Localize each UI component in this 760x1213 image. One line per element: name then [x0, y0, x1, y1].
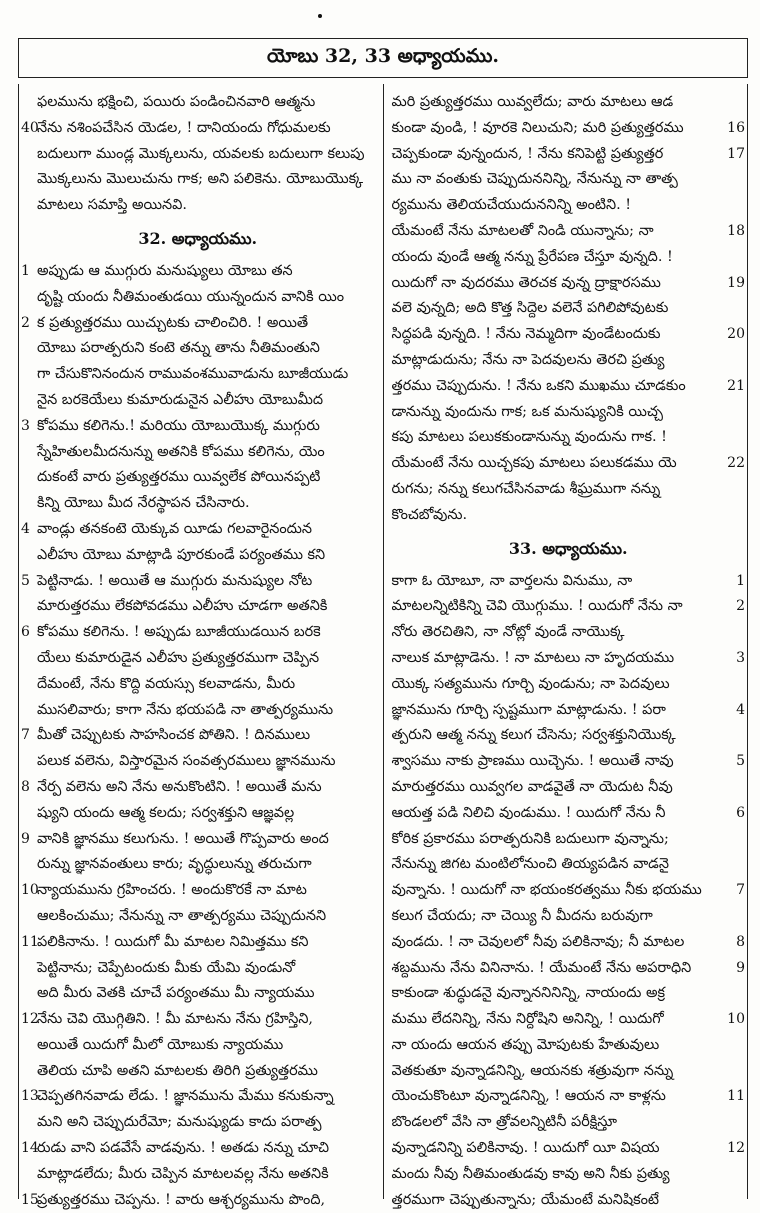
text-line [21, 956, 375, 982]
verse-text: యోబు పరాత్పరుని కంటె తన్ను తాను నీతిమంతుని [37, 340, 320, 357]
verse-number: 1 [736, 572, 745, 589]
text-line [392, 827, 746, 853]
text-line [21, 1110, 375, 1136]
page-mark [318, 14, 322, 18]
verse-text: త్తరము చెప్పుదును. ! నేను ఒకని ముఖము చూడకుం [391, 377, 686, 394]
verse-text: కొంచబోవును. [391, 506, 468, 523]
text-line [21, 142, 375, 168]
verse-text: ఆలకించుము; నేనున్ను నా తాత్పర్యము చెప్పుదునని [37, 907, 327, 924]
text-line [21, 904, 375, 930]
text-line [392, 1007, 746, 1033]
text-line [21, 517, 375, 543]
text-line [392, 116, 746, 142]
verse-number: 9 [736, 959, 745, 976]
text-line [21, 801, 375, 827]
text-line [21, 336, 375, 362]
verse-text: యిదుగో నా వుదరము తెరచక వున్న ద్రాక్షారసము [391, 274, 661, 291]
text-line [392, 698, 746, 724]
text-line [21, 698, 375, 724]
verse-text: దేమంటే, నేను కొద్ది వయస్సు కలవాడను, మీరు [37, 675, 296, 692]
text-line [21, 594, 375, 620]
text-line [21, 414, 375, 440]
text-line [392, 1110, 746, 1136]
text-line [21, 465, 375, 491]
verse-text: వలె వున్నది; అది కొత్త సిద్దెల వలెనే పగిలిపోవుటకు [391, 300, 669, 317]
text-line [392, 981, 746, 1007]
verse-text: బదులుగా ముండ్ల మొక్కలును, యవలకు బదులుగా కలుపు [37, 145, 365, 162]
verse-number: 4 [21, 520, 30, 537]
text-line [21, 981, 375, 1007]
text-line [392, 723, 746, 749]
text-line [392, 1033, 746, 1059]
verse-number: 40 [21, 119, 39, 136]
verse-number: 7 [21, 727, 30, 744]
verse-text: మని అని చెప్పుదురేమో; మనుష్యుడు కాదు పరాత్ప [37, 1114, 322, 1131]
verse-number: 12 [727, 1140, 745, 1157]
verse-text: నేను చెవి యొగ్గితిని. ! మీ మాటను నేను గ్రహిస్తిని, [37, 1011, 313, 1028]
verse-number: 9 [21, 830, 30, 847]
chapter-heading: 33. అధ్యాయము. [508, 538, 628, 558]
verse-text: జ్ఞానమును గూర్చి స్పష్టముగా మాట్లాడును. ! పరా [391, 701, 666, 718]
text-line [21, 543, 375, 569]
text-line [392, 400, 746, 426]
text-line [21, 569, 375, 595]
text-line [392, 193, 746, 219]
text-line [392, 271, 746, 297]
verse-text: పెట్టినాను; చెప్పేటందుకు మీకు యేమి వుండునో [37, 959, 296, 976]
verse-text: స్నేహితులమీదనున్ను అతనికి కోపము కలిగెను, యెం [37, 443, 325, 460]
text-line [21, 362, 375, 388]
text-line [21, 672, 375, 698]
verse-text: నోరు తెరచితిని, నా నోట్లో వుండే నాయొక్క [391, 624, 625, 641]
verse-text: మారుత్తరము యివ్వగల వాడవైతే నా యెదుట నీవు [391, 778, 673, 795]
verse-text: చెప్పకుండా వున్నందున, ! నేను కనిపెట్టి ప్రత్యుత్తర [391, 145, 664, 162]
verse-text: క ప్రత్యుత్తరము యిచ్చుటకు చాలించిరి. ! అయితే [37, 314, 309, 331]
verse-text: ముసలివారు; కాగా నేను భయపడి నా తాత్పర్యమును [37, 701, 334, 718]
text-line [392, 1084, 746, 1110]
verse-text: శ్వాసము నాకు ప్రాణము యిచ్చెను. ! అయితే నావు [391, 753, 674, 770]
verse-text: వున్నాను. ! యిదుగో నా భయంకరత్వము నీకు భయము [391, 882, 702, 899]
verse-text: దృష్టి యందు నీతిమంతుడయి యున్నందున వానికి యిం [37, 288, 345, 305]
verse-text: కాగా ఓ యోబూ, నా వార్తలను వినుము, నా [391, 572, 633, 589]
text-line [21, 620, 375, 646]
verse-text: రుగను; నన్ను కలుగచేసినవాడు శీఘ్రముగా నన్ను [391, 480, 661, 497]
verse-number: 1 [21, 262, 30, 279]
text-line [392, 878, 746, 904]
verse-number: 3 [736, 649, 745, 666]
verse-text: యందు వుండే ఆత్మ నన్ను ప్రేరేపణ చేస్తూ వున్నది. ! [391, 248, 673, 265]
text-line [392, 219, 746, 245]
verse-text: త్పరుని ఆత్మ నన్ను కలుగ చేసెను; సర్వశక్తునియొక్క [391, 727, 676, 744]
text-line [392, 594, 746, 620]
verse-text: యెంచుకొంటూ వున్నాడనిన్ని, ! ఆయన నా కాళ్లను [391, 1088, 666, 1105]
verse-text: త్తరముగా చెప్పుతున్నాను; యేమంటే మనిషికంటే [391, 1191, 660, 1208]
verse-text: దుకంటే వారు ప్రత్యుత్తరము యివ్వలేక పోయినప్పటి [37, 469, 321, 486]
verse-text: యేమంటే నేను యిచ్చకపు మాటలు పలుకడము యె [391, 455, 677, 472]
verse-number: 6 [21, 624, 30, 641]
right-column [384, 84, 748, 1208]
text-line [392, 1162, 746, 1188]
text-line [21, 193, 375, 219]
verse-text: మాటలన్నిటికిన్ని చెవి యొగ్గుము. ! యిదుగో నేను నా [391, 598, 683, 615]
text-line [392, 672, 746, 698]
verse-text: గా చేసుకొనినందున రామువంశమువాడును బూజీయుడు [37, 366, 349, 383]
text-line [392, 1188, 746, 1213]
verse-text: పెట్టినాడు. ! అయితే ఆ ముగ్గురు మనుష్యుల నోట [37, 572, 313, 589]
verse-text: పలికినాను. ! యిదుగో మీ మాటల నిమిత్తము కని [37, 933, 309, 950]
verse-number: 5 [21, 572, 30, 589]
verse-text: ప్రత్యుత్తరము చెప్పను. ! వారు ఆశ్చర్యమును పొంది, [37, 1191, 326, 1208]
verse-text: మందు నీవు నీతిమంతుడవు కావు అని నీకు ప్రత్యు [391, 1165, 670, 1182]
verse-text: అది మీరు వెతకి చూచే పర్యంతము మీ న్యాయము [37, 985, 315, 1002]
verse-text: వుండదు. ! నా చెవులలో నీవు పలికినావు; నీ మాటల [391, 933, 685, 950]
verse-text: వెతకుతూ వున్నాడనిన్ని, ఆయనకు శత్రువుగా నన్ను [391, 1062, 674, 1079]
verse-text: కుండా వుండి, ! వూరకె నిలుచుని; మరి ప్రత్యుత్తరము [391, 119, 684, 136]
verse-text: యేలు కుమారుడైన ఎలీహు ప్రత్యుత్తరముగా చెప్పిన [37, 649, 320, 666]
verse-text: నేర్ప వలెను అని నేను అనుకొంటిని. ! అయితే మను [37, 778, 322, 795]
text-line [392, 425, 746, 451]
verse-text: మీతో చెప్పుటకు సాహసించక పోతిని. ! దినములు [37, 727, 311, 744]
verse-number: 18 [727, 222, 745, 239]
text-line [21, 749, 375, 775]
verse-number: 8 [21, 778, 30, 795]
text-line [392, 322, 746, 348]
text-line [392, 245, 746, 271]
text-line [392, 167, 746, 193]
verse-number: 19 [727, 274, 745, 291]
verse-text: వున్నాడనిన్ని పలికినావు. ! యిదుగో యీ విషయ [391, 1140, 660, 1157]
text-line [21, 167, 375, 193]
text-line [392, 348, 746, 374]
text-body [18, 84, 748, 1208]
verse-text: నేను నశింపచేసిన యెడల, ! దానియందు గోధుమలకు [37, 119, 331, 136]
verse-text: మము లేదనిన్ని, నేను నిర్దోషిని అనిన్ని, ! యిదుగో [391, 1011, 664, 1028]
text-line [21, 259, 375, 285]
verse-number: 11 [21, 933, 39, 950]
verse-text: యేమంటే నేను మాటలతో నిండి యున్నాను; నా [391, 222, 654, 239]
text-line [392, 775, 746, 801]
text-line [392, 801, 746, 827]
text-line [21, 775, 375, 801]
verse-text: డానున్ను వుందును గాక; ఒక మనుష్యునికి యిచ్చ [391, 403, 663, 420]
verse-number: 10 [21, 882, 39, 899]
verse-number: 22 [727, 455, 745, 472]
verse-text: వానికి జ్ఞానము కలుగును. ! అయితే గొప్పవారు అంద [37, 830, 329, 847]
verse-text: నేనున్ను జిగట మంటిలోనుంచి తియ్యపడిన వాడనై [391, 856, 669, 873]
text-line [21, 90, 375, 116]
verse-number: 6 [736, 804, 745, 821]
text-line [392, 451, 746, 477]
text-line [392, 956, 746, 982]
verse-number: 2 [21, 314, 30, 331]
text-line [392, 620, 746, 646]
verse-text: కోపము కలిగెను. ! అప్పుడు బూజీయుడయిన బరకె [37, 624, 321, 641]
verse-number: 7 [736, 882, 745, 899]
text-line [21, 491, 375, 517]
verse-number: 21 [727, 377, 745, 394]
verse-number: 12 [21, 1011, 39, 1028]
verse-text: న్యాయమును గ్రహించరు. ! అందుకొరకే నా మాట [37, 882, 307, 899]
verse-text: కిన్ని యోబు మీద నేరస్థాపన చేసినారు. [37, 495, 250, 512]
text-line [21, 878, 375, 904]
verse-text: బొండలలో వేసి నా త్రోవలన్నిటినీ పరీక్షిస్తూ [391, 1114, 617, 1131]
text-line [392, 646, 746, 672]
text-line [21, 1059, 375, 1085]
text-line [21, 646, 375, 672]
verse-text: యొక్క సత్యమును గూర్చి వుండును; నా పెదవులు [391, 675, 670, 692]
verse-number: 3 [21, 417, 30, 434]
text-line [392, 852, 746, 878]
verse-text: ర్యమును తెలియచేయుదుననిన్ని అంటిని. ! [391, 197, 632, 214]
verse-text: రుడు వాని పడవేసే వాడవును. ! అతడు నన్ను చూచి [37, 1140, 330, 1157]
text-line [21, 852, 375, 878]
verse-text: మారుత్తరము లేకపోవడము ఎలీహు చూడగా అతనికి [37, 598, 328, 615]
verse-number: 11 [727, 1088, 745, 1105]
verse-text: అప్పుడు ఆ ముగ్గురు మనుష్యులు యోబు తన [37, 262, 293, 279]
verse-text: మాట్లాడలేదు; మీరు చెప్పిన మాటలవల్ల నేను అతనికి [37, 1165, 329, 1182]
verse-number: 8 [736, 933, 745, 950]
verse-text: శబ్దమును నేను వినినాను. ! యేమంటే నేను అపరాధిని [391, 959, 692, 976]
chapter-heading: 32. అధ్యాయము. [138, 228, 258, 248]
text-line [392, 930, 746, 956]
verse-text: ష్యుని యందు ఆత్మ కలదు; సర్వశక్తుని ఆజ్ఞవల్ల [37, 804, 295, 821]
verse-number: 4 [736, 701, 745, 718]
text-line [21, 116, 375, 142]
text-line [21, 1162, 375, 1188]
verse-text: మరి ప్రత్యుత్తరము యివ్వలేదు; వారు మాటలు ఆడ [391, 94, 674, 110]
text-line [392, 142, 746, 168]
verse-text: పలుక వలెను, విస్తారమైన సంవత్సరములు జ్ఞానమును [37, 753, 336, 770]
text-line [392, 749, 746, 775]
verse-text: రున్ను జ్ఞానవంతులు కారు; వృద్ధులున్ను తరుచుగా [37, 856, 312, 873]
verse-number: 5 [736, 753, 745, 770]
verse-number: 14 [21, 1140, 39, 1157]
verse-text: ఎలీహు యోబు మాట్లాడి పూరకుండే పర్యంతము కని [37, 546, 326, 563]
chapter-header [18, 38, 748, 78]
text-line [392, 374, 746, 400]
verse-number: 17 [727, 145, 745, 162]
verse-text: వాండ్లు తనకంటె యెక్కువ యీడు గలవారైనందున [37, 520, 312, 537]
verse-number: 20 [727, 326, 745, 343]
text-line [392, 477, 746, 503]
verse-text: కపు మాటలు పలుకకుండానున్ను వుందును గాక. ! [391, 429, 667, 446]
text-line [392, 1136, 746, 1162]
text-line [21, 930, 375, 956]
text-line [21, 311, 375, 337]
verse-number: 13 [21, 1088, 39, 1105]
text-line [21, 723, 375, 749]
verse-text: కాకుండా శుద్ధుడనై వున్నాననినిన్ని, నాయందు అక్ర [391, 985, 666, 1002]
text-line [21, 440, 375, 466]
verse-text: కలుగ చేయదు; నా చెయ్యి నీ మీదను బరువుగా [391, 907, 653, 924]
verse-number: 15 [21, 1191, 39, 1208]
text-line [392, 569, 746, 595]
text-line [392, 1059, 746, 1085]
verse-text: సిద్ధపడి వున్నది. ! నేను నెమ్మదిగా వుండేటందుకు [391, 326, 661, 343]
verse-text: కోరిక ప్రకారము పరాత్పరునికి బదులుగా వున్నాను; [391, 830, 669, 847]
verse-number: 10 [727, 1011, 745, 1028]
text-line [392, 90, 746, 116]
text-line [392, 904, 746, 930]
verse-number: 16 [727, 119, 745, 136]
verse-text: మొక్కలును మొలుచును గాక; అని పలికెను. యోబుయొక్క [37, 171, 364, 188]
text-line [21, 1188, 375, 1213]
text-line [21, 827, 375, 853]
text-line [21, 285, 375, 311]
text-line [392, 503, 746, 529]
verse-text: కోపము కలిగెను.! మరియు యోబుయొక్క ముగ్గురు [37, 417, 320, 434]
text-line [21, 1007, 375, 1033]
left-column [19, 84, 384, 1208]
verse-text: నా యందు ఆయన తప్పు మోపుటకు హేతువులు [391, 1036, 660, 1053]
verse-text: నైన బరకెయేలు కుమారుడునైన ఎలీహు యోబుమీద [37, 391, 323, 408]
verse-number: 2 [736, 598, 745, 615]
verse-text: నాలుక మాట్లాడెను. ! నా మాటలు నా హృదయము [391, 649, 675, 666]
verse-text: ఆయత్త పడి నిలిచి వుండుము. ! యిదుగో నేను నీ [391, 804, 666, 821]
text-line [21, 388, 375, 414]
text-line [21, 1084, 375, 1110]
verse-text: ము నా వంతుకు చెప్పుదుననిన్ని, నేనున్ను నా తాత్ప [391, 171, 678, 188]
page-title: యోబు 32, 33 అధ్యాయము. [266, 44, 500, 67]
verse-text: ఫలమును భక్షించి, పయిరు పండించినవారి ఆత్మను [37, 94, 316, 110]
verse-text: చెప్పతగినవాడు లేడు. ! జ్ఞానమును మేము కనుకున్నా [37, 1088, 334, 1105]
text-line [21, 1033, 375, 1059]
text-line [392, 296, 746, 322]
verse-text: మాట్లాడుదును; నేను నా పెదవులను తెరచి ప్రత్యు [391, 351, 665, 368]
verse-text: తెలియ చూపి అతని మాటలకు తిరిగి ప్రత్యుత్తరము [37, 1062, 318, 1079]
verse-text: అయితే యిదుగో మీలో యోబుకు న్యాయము [37, 1036, 284, 1053]
verse-text: మాటలు సమాప్తి అయినవి. [37, 197, 187, 214]
text-line [21, 1136, 375, 1162]
